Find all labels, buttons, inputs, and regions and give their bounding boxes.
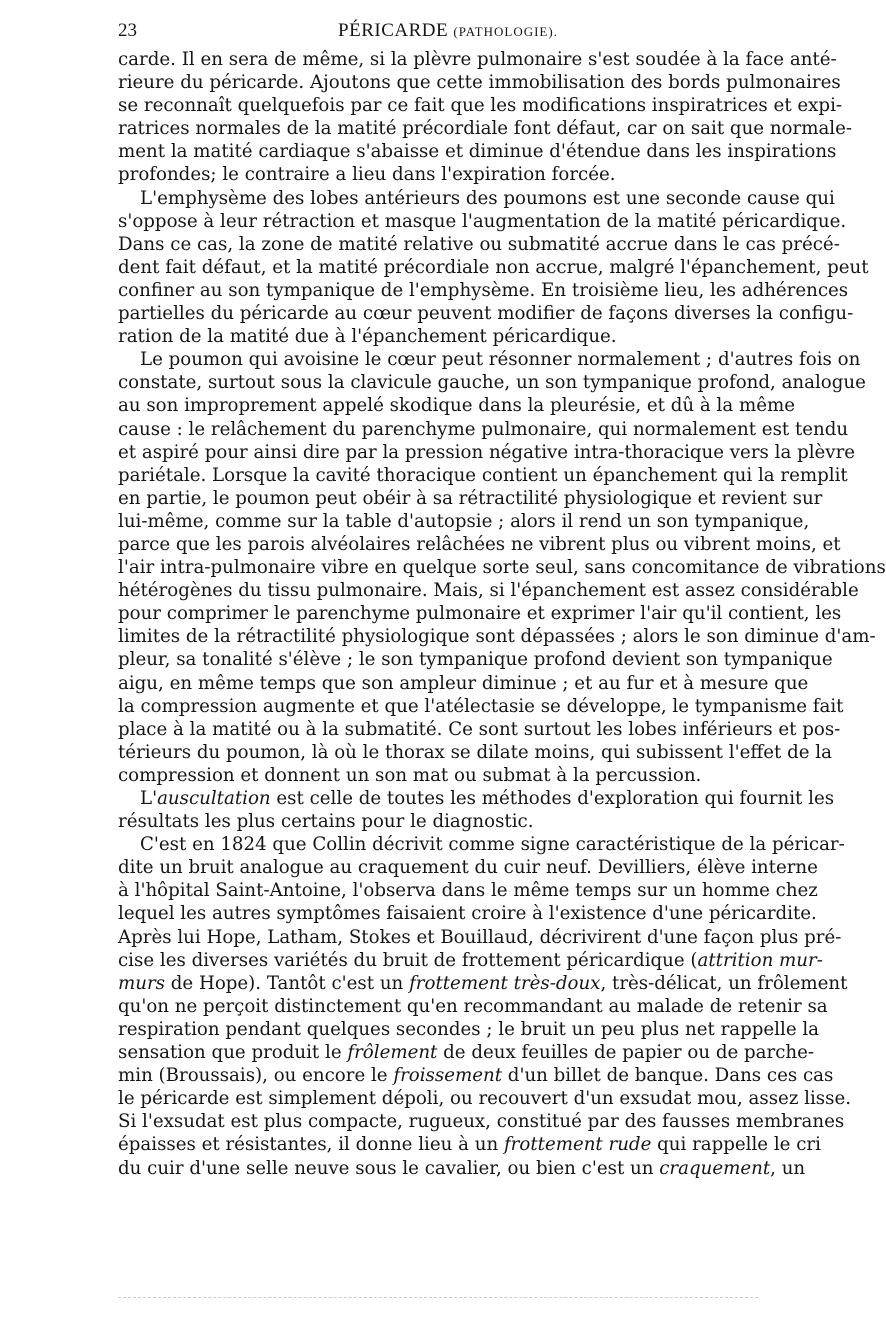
text-line: le péricarde est simplement dépoli, ou recouvert d'un exsudat mou, assez lisse.	[118, 1088, 852, 1110]
text-line: cise les diverses variétés du bruit de frottement péricardique (attrition mur-	[118, 949, 823, 971]
text-line: L'emphysème des lobes antérieurs des poumons est une seconde cause qui	[140, 187, 835, 209]
footer-rule	[118, 1297, 758, 1298]
paragraph	[118, 787, 835, 833]
text-line: dite un bruit analogue au craquement du cuir neuf. Devilliers, élève interne	[118, 857, 818, 879]
text-line: limites de la rétractilité physiologique sont dépassées ; alors le son diminue d'am-	[118, 626, 876, 648]
text-line: compression et donnent un son mat ou submat à la percussion.	[118, 764, 702, 786]
text-line: et aspiré pour ainsi dire par la pression négative intra-thoracique vers la plèvre	[118, 441, 856, 463]
text-line: se reconnaît quelquefois par ce fait que les modifications inspiratrices et expi-	[118, 95, 843, 117]
text-line: profondes; le contraire a lieu dans l'expiration forcée.	[118, 164, 616, 186]
paragraph	[118, 833, 852, 1179]
text-line: épaisses et résistantes, il donne lieu à un frottement rude qui rappelle le cri	[118, 1134, 821, 1156]
text-line: s'oppose à leur rétraction et masque l'augmentation de la matité péricardique.	[118, 210, 847, 232]
text-line: cause : le relâchement du parenchyme pulmonaire, qui normalement est tendu	[118, 418, 849, 440]
text-line: Le poumon qui avoisine le cœur peut résonner normalement ; d'autres fois on	[140, 349, 861, 371]
text-line: place à la matité ou à la submatité. Ce sont surtout les lobes inférieurs et pos-	[118, 718, 841, 740]
text-line: du cuir d'une selle neuve sous le cavalier, ou bien c'est un craquement, un	[118, 1157, 806, 1179]
text-line: partielles du péricarde au cœur peuvent modifier de façons diverses la configu-	[118, 303, 854, 325]
text-line: pour comprimer le parenchyme pulmonaire et exprimer l'air qu'il contient, les	[118, 603, 842, 625]
text-line: C'est en 1824 que Collin décrivit comme signe caractéristique de la péricar-	[140, 834, 845, 856]
text-line: ration de la matité due à l'épanchement péricardique.	[118, 326, 617, 348]
text-line: carde. Il en sera de même, si la plèvre pulmonaire s'est soudée à la face anté-	[118, 49, 837, 70]
text-line: ratrices normales de la matité précordiale font défaut, car on sait que normale-	[118, 118, 853, 140]
text-line: L'auscultation est celle de toutes les méthodes d'exploration qui fournit les	[140, 788, 835, 809]
paragraph	[118, 187, 869, 349]
running-head-subtitle: (PATHOLOGIE).	[453, 24, 558, 39]
text-line: Dans ce cas, la zone de matité relative ou submatité accrue dans le cas précé-	[118, 233, 840, 255]
text-line: murs de Hope). Tantôt c'est un frottement très-doux, très-délicat, un frôlement	[118, 972, 848, 994]
text-line: dent fait défaut, et la matité précordiale non accrue, malgré l'épanchement, peut	[118, 256, 869, 278]
text-line: rieure du péricarde. Ajoutons que cette immobilisation des bords pulmonaires	[118, 72, 841, 94]
text-line: en partie, le poumon peut obéir à sa rétractilité physiologique et revient sur	[118, 487, 823, 509]
text-line: ment la matité cardiaque s'abaisse et diminue d'étendue dans les inspirations	[118, 141, 837, 163]
text-line: qu'on ne perçoit distinctement qu'en recommandant au malade de retenir sa	[118, 995, 828, 1017]
text-line: Si l'exsudat est plus compacte, rugueux, constitué par des fausses membranes	[118, 1111, 845, 1133]
text-line: à l'hôpital Saint-Antoine, l'observa dans le même temps sur un homme chez	[118, 880, 818, 902]
text-line: min (Broussais), ou encore le froissement d'un billet de banque. Dans ces cas	[118, 1065, 834, 1087]
body-text	[118, 48, 886, 1180]
paragraph	[118, 348, 886, 787]
text-line: confiner au son tympanique de l'emphysème. En troisième lieu, les adhérences	[118, 279, 849, 301]
text-line: aigu, en même temps que son ampleur diminue ; et au fur et à mesure que	[118, 672, 809, 694]
running-head-title: PÉRICARDE	[338, 20, 449, 41]
page-header	[118, 20, 778, 50]
page-number: 23	[118, 20, 137, 41]
text-line: lui-même, comme sur la table d'autopsie ; alors il rend un son tympanique,	[118, 510, 810, 532]
text-line: lequel les autres symptômes faisaient croire à l'existence d'une péricardite.	[118, 903, 817, 925]
text-line: au son improprement appelé skodique dans la pleurésie, et dû à la même	[118, 395, 795, 417]
running-head	[118, 20, 778, 42]
text-line: pariétale. Lorsque la cavité thoracique contient un épanchement qui la remplit	[118, 464, 848, 486]
text-line: parce que les parois alvéolaires relâchées ne vibrent plus ou vibrent moins, et	[118, 533, 841, 555]
text-line: résultats les plus certains pour le diagnostic.	[118, 811, 534, 833]
text-line: la compression augmente et que l'atélectasie se développe, le tympanisme fait	[118, 695, 844, 717]
paragraph	[118, 48, 853, 187]
text-line: l'air intra-pulmonaire vibre en quelque sorte seul, sans concomitance de vibrations	[118, 557, 886, 579]
text-line: Après lui Hope, Latham, Stokes et Bouillaud, décrivirent d'une façon plus pré-	[118, 926, 842, 948]
text-line: pleur, sa tonalité s'élève ; le son tympanique profond devient son tympanique	[118, 649, 833, 671]
text-line: sensation que produit le frôlement de deux feuilles de papier ou de parche-	[118, 1042, 815, 1064]
text-line: respiration pendant quelques secondes ; le bruit un peu plus net rappelle la	[118, 1018, 820, 1040]
text-line: constate, surtout sous la clavicule gauche, un son tympanique profond, analogue	[118, 372, 866, 394]
text-line: térieurs du poumon, là où le thorax se dilate moins, qui subissent l'effet de la	[118, 741, 832, 763]
text-line: hétérogènes du tissu pulmonaire. Mais, si l'épanchement est assez considérable	[118, 580, 859, 602]
